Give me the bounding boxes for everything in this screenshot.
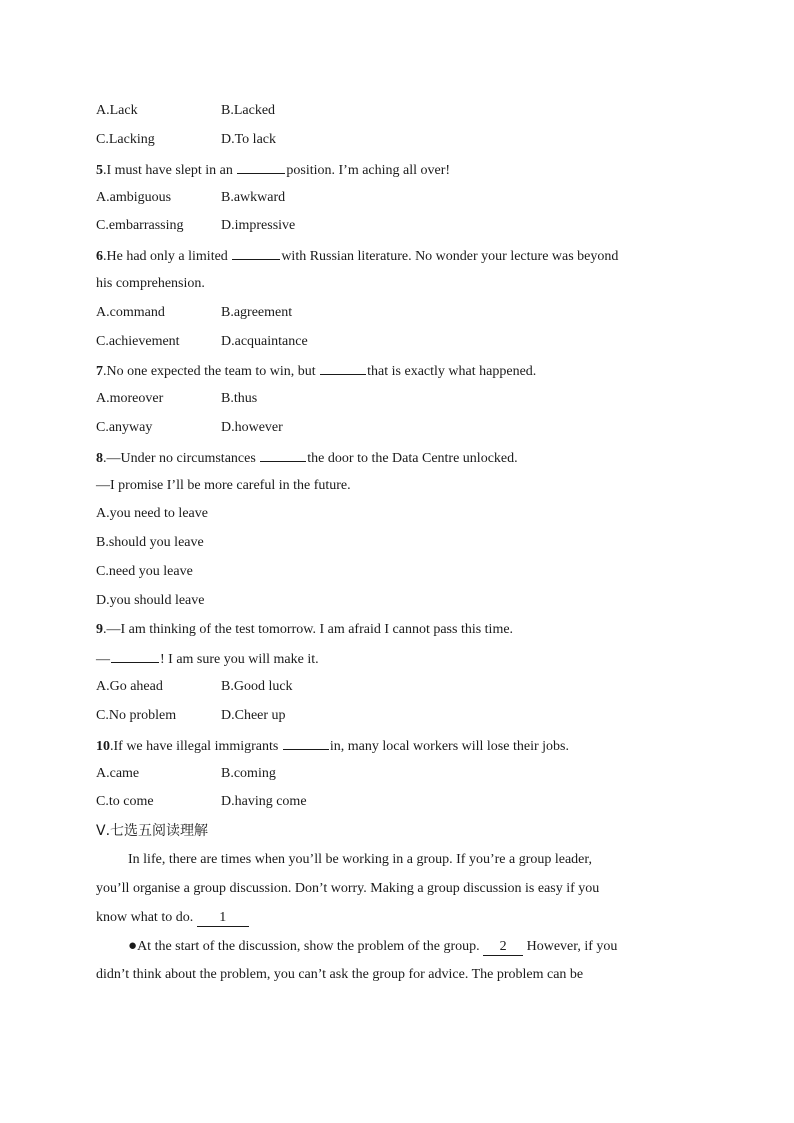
passage-p2-after: However, if you bbox=[523, 939, 618, 954]
q7-option-c: C.anyway bbox=[96, 420, 153, 435]
q10-stem bbox=[96, 736, 569, 754]
q6-stem-before: .He had only a limited bbox=[103, 249, 232, 264]
q6-option-c: C.achievement bbox=[96, 334, 180, 349]
q9-number: 9 bbox=[96, 622, 103, 637]
q7-option-a: A.moreover bbox=[96, 391, 164, 406]
q9-stem bbox=[96, 621, 513, 639]
q4-option-a: A.Lack bbox=[96, 103, 138, 118]
passage-p1-line3-text: know what to do. bbox=[96, 910, 197, 925]
q5-stem bbox=[96, 160, 450, 178]
q8-blank bbox=[260, 448, 306, 462]
q10-option-c: C.to come bbox=[96, 794, 154, 809]
passage-p2-before: At the start of the discussion, show the problem of the group. bbox=[137, 939, 484, 954]
passage-blank-2: 2 bbox=[483, 939, 523, 956]
q8-stem bbox=[96, 448, 518, 466]
q10-option-a: A.came bbox=[96, 766, 140, 781]
q10-stem-before: .If we have illegal immigrants bbox=[110, 739, 282, 754]
q9-stem-text: .—I am thinking of the test tomorrow. I am afraid I cannot pass this time. bbox=[103, 622, 514, 637]
q9-option-a: A.Go ahead bbox=[96, 679, 163, 694]
q10-number: 10 bbox=[96, 739, 110, 754]
q10-stem-after: in, many local workers will lose their jobs. bbox=[329, 739, 569, 754]
section-title: Ⅴ.七选五阅读理解 bbox=[96, 823, 209, 839]
q4-option-c: C.Lacking bbox=[96, 132, 155, 147]
q8-option-c: C.need you leave bbox=[96, 564, 193, 579]
q10-option-d: D.having come bbox=[221, 794, 307, 809]
q6-option-d: D.acquaintance bbox=[221, 334, 308, 349]
q10-blank bbox=[283, 736, 329, 750]
passage-p1-line1: In life, there are times when you’ll be working in a group. If you’re a group leader, bbox=[128, 852, 592, 867]
q9-reply-after: ! I am sure you will make it. bbox=[160, 652, 319, 667]
q8-option-a: A.you need to leave bbox=[96, 506, 208, 521]
bullet-icon: ● bbox=[128, 938, 138, 954]
q8-option-b: B.should you leave bbox=[96, 535, 204, 550]
q9-option-b: B.Good luck bbox=[221, 679, 293, 694]
q5-blank bbox=[237, 160, 285, 174]
q4-option-d: D.To lack bbox=[221, 132, 277, 147]
q5-number: 5 bbox=[96, 163, 103, 178]
q5-option-d: D.impressive bbox=[221, 218, 296, 233]
q7-option-b: B.thus bbox=[221, 391, 258, 406]
q10-option-b: B.coming bbox=[221, 766, 276, 781]
passage-p2-line2: didn’t think about the problem, you can’t ask the group for advice. The problem can be bbox=[96, 967, 584, 982]
q6-option-a: A.command bbox=[96, 305, 165, 320]
q8-reply: —I promise I’ll be more careful in the future. bbox=[96, 478, 351, 493]
q6-stem-after: with Russian literature. No wonder your lecture was beyond bbox=[281, 249, 619, 264]
q5-option-c: C.embarrassing bbox=[96, 218, 184, 233]
q7-number: 7 bbox=[96, 364, 103, 379]
q8-option-d: D.you should leave bbox=[96, 593, 205, 608]
q4-option-b: B.Lacked bbox=[221, 103, 276, 118]
q8-number: 8 bbox=[96, 451, 103, 466]
q9-option-d: D.Cheer up bbox=[221, 708, 286, 723]
q9-option-c: C.No problem bbox=[96, 708, 177, 723]
q6-number: 6 bbox=[96, 249, 103, 264]
q6-option-b: B.agreement bbox=[221, 305, 293, 320]
passage-blank-1: 1 bbox=[197, 910, 249, 927]
q5-option-b: B.awkward bbox=[221, 190, 286, 205]
q7-blank bbox=[320, 361, 366, 375]
passage-p2-line1 bbox=[128, 937, 617, 955]
q7-stem-after: that is exactly what happened. bbox=[367, 364, 537, 379]
q8-stem-after: the door to the Data Centre unlocked. bbox=[307, 451, 518, 466]
q7-option-d: D.however bbox=[221, 420, 283, 435]
q6-stem bbox=[96, 246, 618, 264]
q7-stem-before: .No one expected the team to win, but bbox=[103, 364, 320, 379]
q9-blank bbox=[111, 649, 159, 663]
q6-blank bbox=[232, 246, 280, 260]
passage-p1-line2: you’ll organise a group discussion. Don’t worry. Making a group discussion is easy if you bbox=[96, 881, 600, 896]
q9-reply-before: — bbox=[96, 652, 110, 667]
passage-p1-line3 bbox=[96, 909, 249, 927]
q5-stem-after: position. I’m aching all over! bbox=[286, 163, 451, 178]
q6-stem-line2: his comprehension. bbox=[96, 276, 205, 291]
q9-reply bbox=[96, 649, 319, 667]
q8-stem-before: .—Under no circumstances bbox=[103, 451, 260, 466]
q5-stem-before: .I must have slept in an bbox=[103, 163, 237, 178]
q5-option-a: A.ambiguous bbox=[96, 190, 172, 205]
q7-stem bbox=[96, 361, 536, 379]
